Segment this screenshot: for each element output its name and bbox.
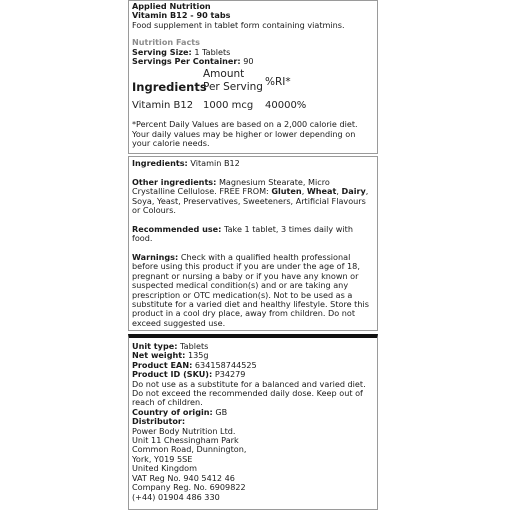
product-description: Food supplement in tablet form containing viatmins. (132, 19, 345, 30)
facts-row (132, 100, 374, 111)
ingredients-line: Ingredients: Vitamin B12 (132, 158, 240, 168)
usage-notice: Do not use as a substitute for a balanced and varied diet. Do not exceed the recommended daily dose. Keep out of reach of children. (132, 378, 366, 408)
serving-size: Serving Size: 1 Tablets (132, 46, 231, 57)
net-weight: Net weight: 135g (132, 350, 209, 361)
address-line: Power Body Nutrition Ltd. (132, 425, 236, 436)
nutrient-ri: 40000% (265, 100, 307, 112)
recommended-use: Recommended use: Take 1 tablet, 3 times daily with food. (132, 223, 353, 244)
product-title: Vitamin B12 - 90 tabs (132, 10, 231, 21)
nutrient-amount: 1000 mcg (203, 100, 254, 112)
address-line: York, Y019 5SE (132, 453, 193, 464)
col-ri: %RI* (265, 76, 291, 89)
product-summary-panel (128, 0, 378, 154)
country-of-origin: Country of origin: GB (132, 406, 228, 417)
product-ean: Product EAN: 634158744525 (132, 359, 257, 370)
warnings: Warnings: Check with a qualified health professional before using this product if you are under the age of 18, pregnant or nursing a baby or if you have any known or suspected medical condition(s) and or are taking any prescription or OTC medication(s). Not to be used as a substitute for a varied diet and healthy lifestyle. Store this product in a cool dry place, away from children. Do not exceed suggested use. (132, 252, 369, 328)
col-amount: Amount Per Serving (203, 68, 263, 93)
address-line: United Kingdom (132, 463, 197, 474)
other-ingredients: Other ingredients: Magnesium Stearate, Micro Crystalline Cellulose. FREE FROM: Gluten, Wheat, Dairy, Soya, Yeast, Preservatives, Sweeteners, Artificial Flavours or Colours. (132, 176, 369, 216)
unit-type: Unit type: Tablets (132, 341, 209, 351)
facts-footnote: *Percent Daily Values are based on a 2,000 calorie diet. Your daily values may be higher or lower depending on your calorie needs. (132, 119, 358, 149)
product-sku: Product ID (SKU): P34279 (132, 369, 246, 380)
address-line: VAT Reg No. 940 5412 46 (132, 472, 235, 483)
address-line: Company Reg. No. 6909822 (132, 482, 246, 493)
address-line: Unit 11 Chessingham Park (132, 435, 239, 446)
ingredients-panel (128, 156, 378, 331)
brand-name: Applied Nutrition (132, 1, 211, 11)
nutrient-name: Vitamin B12 (132, 100, 194, 112)
distributor-label: Distributor: (132, 416, 186, 427)
product-details-panel (128, 334, 378, 510)
address-line: (+44) 01904 486 330 (132, 491, 220, 502)
distributor-address (132, 427, 374, 502)
servings-per-container: Servings Per Container: 90 (132, 56, 254, 67)
nutrition-facts-title: Nutrition Facts (132, 37, 200, 48)
address-line: Common Road, Dunnington, (132, 444, 247, 455)
facts-table-header (132, 68, 374, 94)
col-ingredients: Ingredients (132, 80, 207, 95)
